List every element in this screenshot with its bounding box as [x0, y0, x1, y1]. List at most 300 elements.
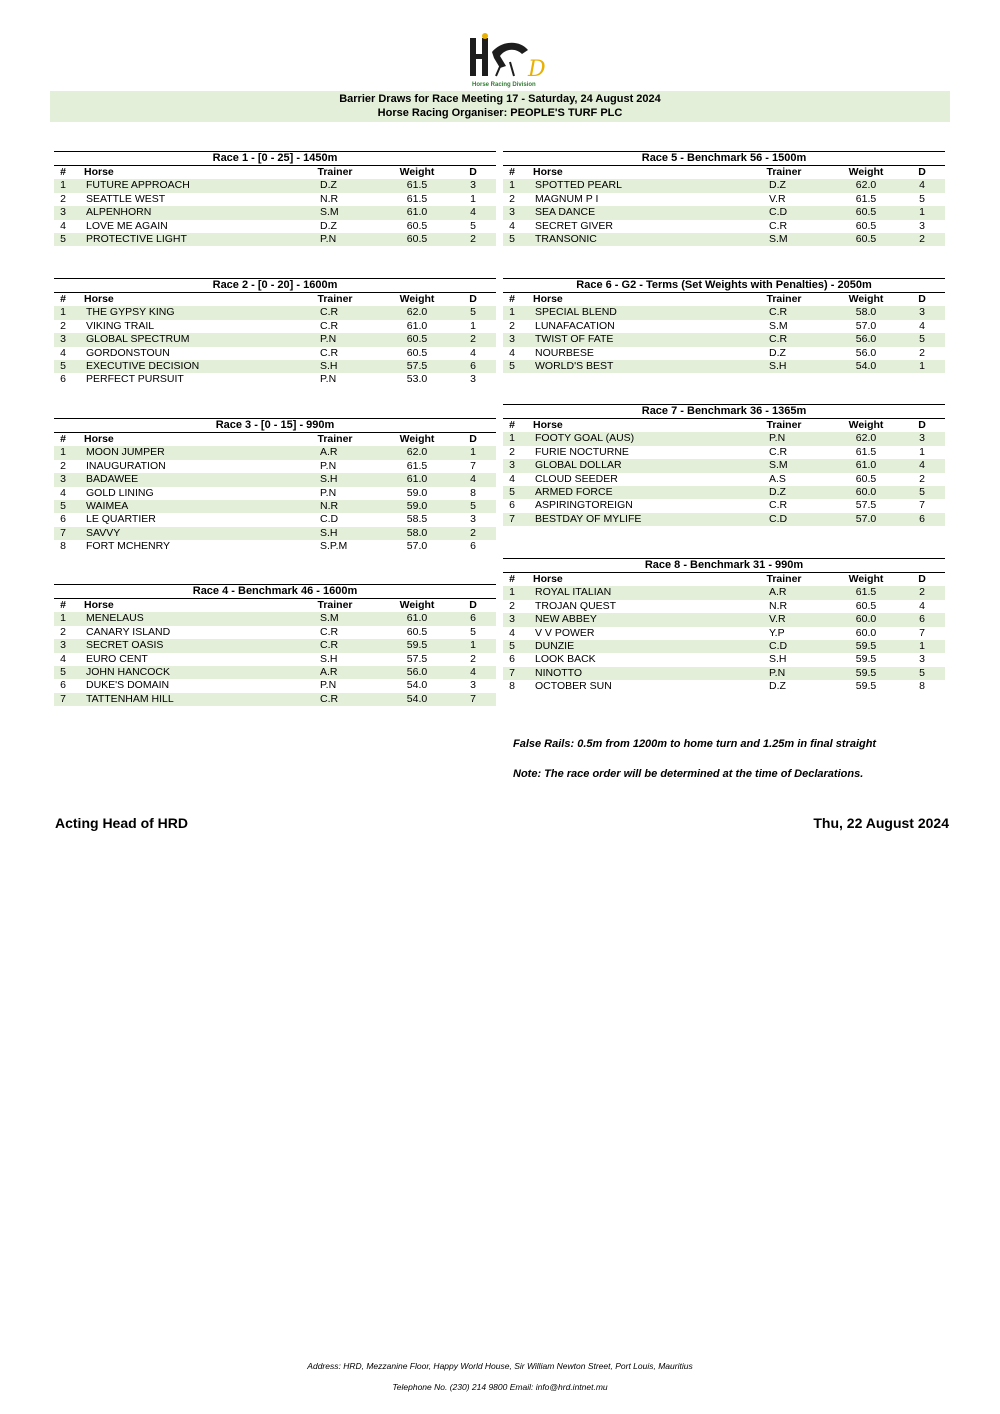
column-header-weight: Weight — [399, 293, 435, 305]
table-row — [54, 473, 496, 486]
race-table — [54, 418, 496, 554]
weight: 60.5 — [855, 232, 877, 245]
weight: 61.5 — [855, 586, 877, 599]
table-row — [54, 540, 496, 553]
runner-number: 2 — [60, 319, 66, 332]
horse-name: TWIST OF FATE — [535, 333, 614, 346]
table-row — [503, 680, 945, 693]
runner-number: 8 — [60, 540, 66, 553]
barrier-draw: 2 — [470, 232, 476, 245]
column-header-num: # — [60, 166, 66, 178]
header-banner — [50, 91, 950, 122]
trainer: C.D — [769, 206, 788, 219]
runner-number: 8 — [509, 680, 515, 693]
trainer: V.R — [769, 613, 786, 626]
horse-name: TROJAN QUEST — [535, 599, 617, 612]
trainer: S.M — [769, 319, 788, 332]
table-row — [503, 600, 945, 613]
table-row — [54, 347, 496, 360]
trainer: S.M — [769, 459, 788, 472]
column-header-weight: Weight — [848, 293, 884, 305]
trainer: S.H — [320, 526, 338, 539]
weight: 53.0 — [406, 373, 428, 386]
table-row — [503, 653, 945, 666]
weight: 59.5 — [855, 639, 877, 652]
runner-number: 5 — [509, 232, 515, 245]
horse-name: BADAWEE — [86, 473, 139, 486]
table-row — [54, 193, 496, 206]
weight: 61.5 — [406, 179, 428, 192]
table-row — [503, 306, 945, 319]
table-row — [54, 179, 496, 192]
trainer: P.N — [320, 333, 337, 346]
weight: 59.5 — [406, 639, 428, 652]
table-row — [54, 360, 496, 373]
trainer: S.M — [320, 612, 339, 625]
column-header-trainer: Trainer — [766, 166, 802, 178]
false-rails-note: False Rails: 0.5m from 1200m to home turn and 1.25m in final straight — [513, 738, 877, 750]
horse-name: MENELAUS — [86, 612, 144, 625]
barrier-draw: 2 — [470, 652, 476, 665]
weight: 61.0 — [406, 612, 428, 625]
horse-name: VIKING TRAIL — [86, 319, 155, 332]
runner-number: 1 — [509, 586, 515, 599]
race-table — [54, 151, 496, 246]
weight: 54.0 — [406, 679, 428, 692]
table-header — [54, 293, 496, 306]
table-row — [54, 220, 496, 233]
footer-contact: Telephone No. (230) 214 9800 Email: info@hrd.intnet.mu — [392, 1382, 608, 1392]
column-header-horse: Horse — [84, 166, 114, 178]
barrier-draw: 7 — [470, 459, 476, 472]
horse-name: ROYAL ITALIAN — [535, 586, 612, 599]
runner-number: 5 — [509, 639, 515, 652]
table-row — [54, 206, 496, 219]
weight: 61.5 — [855, 192, 877, 205]
barrier-draw: 2 — [919, 472, 925, 485]
table-row — [54, 373, 496, 386]
horse-name: TATTENHAM HILL — [86, 692, 174, 705]
trainer: C.R — [320, 306, 339, 319]
barrier-draw: 7 — [919, 626, 925, 639]
column-header-draw: D — [918, 573, 926, 585]
horse-name: MAGNUM P I — [535, 192, 599, 205]
weight: 57.0 — [855, 319, 877, 332]
weight: 57.0 — [855, 512, 877, 525]
weight: 59.5 — [855, 666, 877, 679]
runner-number: 1 — [509, 306, 515, 319]
horse-name: GORDONSTOUN — [86, 346, 170, 359]
runner-number: 3 — [509, 459, 515, 472]
weight: 59.0 — [406, 486, 428, 499]
barrier-draw: 8 — [470, 486, 476, 499]
race-table — [503, 404, 945, 526]
race-title: Race 8 - Benchmark 31 - 990m — [503, 558, 945, 573]
horse-name: SPECIAL BLEND — [535, 306, 617, 319]
weight: 60.5 — [855, 219, 877, 232]
barrier-draw: 7 — [919, 499, 925, 512]
column-header-draw: D — [918, 293, 926, 305]
runner-number: 4 — [60, 652, 66, 665]
table-row — [54, 513, 496, 526]
horse-name: SPOTTED PEARL — [535, 179, 622, 192]
race-title: Race 4 - Benchmark 46 - 1600m — [54, 584, 496, 599]
barrier-draw: 5 — [919, 192, 925, 205]
runner-number: 7 — [509, 512, 515, 525]
runner-number: 5 — [60, 232, 66, 245]
horse-name: SEA DANCE — [535, 206, 596, 219]
table-header — [503, 166, 945, 179]
trainer: C.R — [769, 219, 788, 232]
runner-number: 2 — [509, 319, 515, 332]
runner-number: 6 — [60, 513, 66, 526]
runner-number: 2 — [509, 192, 515, 205]
horse-name: FURIE NOCTURNE — [535, 445, 629, 458]
weight: 61.0 — [855, 459, 877, 472]
weight: 58.0 — [406, 526, 428, 539]
barrier-draw: 1 — [919, 445, 925, 458]
barrier-draw: 4 — [919, 459, 925, 472]
horse-name: SAVVY — [86, 526, 121, 539]
column-header-num: # — [509, 419, 515, 431]
horse-name: BESTDAY OF MYLIFE — [535, 512, 642, 525]
table-row — [54, 446, 496, 459]
table-header — [54, 166, 496, 179]
trainer: P.N — [320, 373, 337, 386]
runner-number: 6 — [509, 653, 515, 666]
column-header-trainer: Trainer — [317, 433, 353, 445]
weight: 61.5 — [406, 192, 428, 205]
race-table — [54, 584, 496, 706]
column-header-num: # — [509, 293, 515, 305]
weight: 56.0 — [855, 346, 877, 359]
footer-address: Address: HRD, Mezzanine Floor, Happy World House, Sir William Newton Street, Port Louis, Mauritius — [307, 1361, 693, 1371]
weight: 58.5 — [406, 513, 428, 526]
weight: 54.0 — [855, 359, 877, 372]
race-title: Race 2 - [0 - 20] - 1600m — [54, 278, 496, 293]
trainer: D.Z — [320, 219, 337, 232]
trainer: D.Z — [769, 346, 786, 359]
table-row — [503, 320, 945, 333]
race-title: Race 7 - Benchmark 36 - 1365m — [503, 404, 945, 419]
table-row — [54, 527, 496, 540]
trainer: P.N — [320, 679, 337, 692]
table-row — [503, 333, 945, 346]
trainer: C.D — [769, 512, 788, 525]
barrier-draw: 1 — [919, 359, 925, 372]
runner-number: 3 — [509, 206, 515, 219]
weight: 59.5 — [855, 653, 877, 666]
race-title: Race 5 - Benchmark 56 - 1500m — [503, 151, 945, 166]
column-header-horse: Horse — [533, 419, 563, 431]
runner-number: 6 — [60, 373, 66, 386]
race-table — [54, 278, 496, 387]
horse-name: WORLD'S BEST — [535, 359, 614, 372]
trainer: N.R — [320, 192, 339, 205]
weight: 57.0 — [406, 540, 428, 553]
column-header-num: # — [60, 433, 66, 445]
barrier-draw: 5 — [919, 666, 925, 679]
weight: 60.0 — [855, 485, 877, 498]
trainer: P.N — [320, 459, 337, 472]
weight: 57.5 — [406, 652, 428, 665]
weight: 60.0 — [855, 626, 877, 639]
column-header-horse: Horse — [533, 166, 563, 178]
weight: 62.0 — [855, 179, 877, 192]
horse-name: SECRET OASIS — [86, 639, 164, 652]
barrier-draw: 4 — [470, 473, 476, 486]
trainer: C.D — [769, 639, 788, 652]
horse-name: DUNZIE — [535, 639, 575, 652]
column-header-num: # — [60, 293, 66, 305]
column-header-trainer: Trainer — [317, 293, 353, 305]
runner-number: 1 — [509, 179, 515, 192]
horse-name: TRANSONIC — [535, 232, 597, 245]
barrier-draw: 5 — [919, 485, 925, 498]
runner-number: 7 — [509, 666, 515, 679]
barrier-draw: 5 — [470, 499, 476, 512]
barrier-draw: 4 — [919, 179, 925, 192]
horse-name: LE QUARTIER — [86, 513, 156, 526]
barrier-draw: 7 — [470, 692, 476, 705]
column-header-draw: D — [918, 166, 926, 178]
runner-number: 1 — [60, 446, 66, 459]
runner-number: 4 — [509, 626, 515, 639]
logo-caption: Horse Racing Division — [472, 82, 536, 88]
column-header-weight: Weight — [848, 419, 884, 431]
runner-number: 3 — [509, 333, 515, 346]
column-header-trainer: Trainer — [317, 166, 353, 178]
table-row — [503, 347, 945, 360]
runner-number: 4 — [509, 472, 515, 485]
horse-name: CLOUD SEEDER — [535, 472, 618, 485]
barrier-draw: 3 — [919, 219, 925, 232]
table-row — [54, 612, 496, 625]
weight: 56.0 — [855, 333, 877, 346]
horse-name: ARMED FORCE — [535, 485, 613, 498]
table-row — [503, 432, 945, 445]
barrier-draw: 3 — [470, 373, 476, 386]
trainer: S.M — [769, 232, 788, 245]
table-row — [54, 639, 496, 652]
table-row — [54, 233, 496, 246]
trainer: C.R — [320, 625, 339, 638]
horse-name: EURO CENT — [86, 652, 148, 665]
weight: 60.5 — [406, 346, 428, 359]
horse-name: GLOBAL SPECTRUM — [86, 333, 190, 346]
runner-number: 1 — [60, 612, 66, 625]
trainer: N.R — [320, 499, 339, 512]
table-row — [503, 220, 945, 233]
runner-number: 3 — [509, 613, 515, 626]
runner-number: 7 — [60, 526, 66, 539]
horse-name: LUNAFACATION — [535, 319, 615, 332]
barrier-draw: 1 — [470, 192, 476, 205]
signature-date: Thu, 22 August 2024 — [813, 815, 949, 831]
meeting-title: Barrier Draws for Race Meeting 17 - Saturday, 24 August 2024 — [339, 93, 661, 105]
horse-name: NOURBESE — [535, 346, 594, 359]
horse-name: GOLD LINING — [86, 486, 154, 499]
trainer: S.H — [769, 653, 787, 666]
weight: 56.0 — [406, 665, 428, 678]
trainer: D.Z — [769, 680, 786, 693]
table-row — [54, 679, 496, 692]
column-header-weight: Weight — [848, 166, 884, 178]
horse-name: ALPENHORN — [86, 206, 152, 219]
table-header — [503, 419, 945, 432]
runner-number: 4 — [60, 346, 66, 359]
weight: 62.0 — [855, 432, 877, 445]
weight: 61.0 — [406, 206, 428, 219]
runner-number: 2 — [509, 599, 515, 612]
barrier-draw: 3 — [919, 306, 925, 319]
horse-name: FOOTY GOAL (AUS) — [535, 432, 635, 445]
table-row — [503, 446, 945, 459]
trainer: C.R — [320, 639, 339, 652]
race-order-note: Note: The race order will be determined at the time of Declarations. — [513, 768, 864, 780]
barrier-draw: 2 — [470, 333, 476, 346]
trainer: A.R — [320, 446, 338, 459]
column-header-draw: D — [469, 293, 477, 305]
weight: 60.5 — [855, 206, 877, 219]
trainer: P.N — [769, 432, 786, 445]
table-row — [503, 193, 945, 206]
weight: 60.5 — [406, 625, 428, 638]
table-row — [503, 499, 945, 512]
svg-text:D: D — [528, 57, 546, 82]
barrier-draw: 6 — [470, 359, 476, 372]
column-header-weight: Weight — [399, 166, 435, 178]
trainer: C.R — [769, 333, 788, 346]
runner-number: 3 — [60, 333, 66, 346]
runner-number: 5 — [60, 359, 66, 372]
weight: 60.5 — [855, 472, 877, 485]
barrier-draw: 6 — [919, 512, 925, 525]
weight: 60.5 — [855, 599, 877, 612]
table-row — [503, 613, 945, 626]
horse-name: JOHN HANCOCK — [86, 665, 171, 678]
trainer: D.Z — [769, 179, 786, 192]
column-header-trainer: Trainer — [766, 573, 802, 585]
column-header-weight: Weight — [848, 573, 884, 585]
column-header-trainer: Trainer — [766, 293, 802, 305]
trainer: D.Z — [769, 485, 786, 498]
trainer: C.R — [320, 346, 339, 359]
horse-name: FUTURE APPROACH — [86, 179, 190, 192]
table-row — [54, 693, 496, 706]
trainer: C.D — [320, 513, 339, 526]
column-header-num: # — [509, 573, 515, 585]
table-header — [54, 599, 496, 612]
race-table — [503, 151, 945, 246]
horse-name: MOON JUMPER — [86, 446, 165, 459]
race-table — [503, 558, 945, 694]
column-header-horse: Horse — [84, 433, 114, 445]
horse-name: GLOBAL DOLLAR — [535, 459, 622, 472]
table-header — [503, 293, 945, 306]
horse-name: V V POWER — [535, 626, 595, 639]
table-row — [54, 333, 496, 346]
column-header-horse: Horse — [533, 293, 563, 305]
race-title: Race 6 - G2 - Terms (Set Weights with Penalties) - 2050m — [503, 278, 945, 293]
barrier-draw: 3 — [919, 432, 925, 445]
horse-name: PERFECT PURSUIT — [86, 373, 184, 386]
column-header-weight: Weight — [399, 599, 435, 611]
barrier-draw: 6 — [470, 540, 476, 553]
runner-number: 2 — [509, 445, 515, 458]
weight: 61.0 — [406, 319, 428, 332]
barrier-draw: 4 — [470, 665, 476, 678]
trainer: S.M — [320, 206, 339, 219]
horse-name: NINOTTO — [535, 666, 583, 679]
weight: 59.0 — [406, 499, 428, 512]
trainer: S.P.M — [320, 540, 348, 553]
table-row — [503, 179, 945, 192]
weight: 62.0 — [406, 306, 428, 319]
weight: 61.0 — [406, 473, 428, 486]
barrier-draw: 6 — [919, 613, 925, 626]
runner-number: 5 — [509, 485, 515, 498]
column-header-trainer: Trainer — [317, 599, 353, 611]
runner-number: 1 — [60, 179, 66, 192]
horse-name: OCTOBER SUN — [535, 680, 612, 693]
barrier-draw: 1 — [470, 446, 476, 459]
table-row — [54, 626, 496, 639]
weight: 60.5 — [406, 219, 428, 232]
weight: 61.5 — [406, 459, 428, 472]
barrier-draw: 4 — [470, 206, 476, 219]
weight: 57.5 — [406, 359, 428, 372]
trainer: C.R — [769, 306, 788, 319]
column-header-draw: D — [918, 419, 926, 431]
column-header-weight: Weight — [399, 433, 435, 445]
table-row — [503, 486, 945, 499]
horse-logo-icon — [462, 32, 552, 82]
table-row — [503, 586, 945, 599]
trainer: N.R — [769, 599, 788, 612]
table-row — [54, 487, 496, 500]
trainer: C.R — [320, 692, 339, 705]
column-header-trainer: Trainer — [766, 419, 802, 431]
signatory: Acting Head of HRD — [55, 815, 188, 831]
runner-number: 3 — [60, 473, 66, 486]
weight: 60.0 — [855, 613, 877, 626]
barrier-draw: 3 — [470, 679, 476, 692]
weight: 60.5 — [406, 333, 428, 346]
runner-number: 4 — [60, 486, 66, 499]
weight: 54.0 — [406, 692, 428, 705]
runner-number: 7 — [60, 692, 66, 705]
barrier-draw: 3 — [470, 513, 476, 526]
column-header-horse: Horse — [84, 293, 114, 305]
weight: 59.5 — [855, 680, 877, 693]
race-table — [503, 278, 945, 373]
horse-name: LOVE ME AGAIN — [86, 219, 168, 232]
column-header-horse: Horse — [84, 599, 114, 611]
column-header-num: # — [509, 166, 515, 178]
barrier-draw: 2 — [919, 232, 925, 245]
barrier-draw: 5 — [470, 625, 476, 638]
runner-number: 2 — [60, 192, 66, 205]
trainer: C.R — [320, 319, 339, 332]
trainer: S.H — [769, 359, 787, 372]
race-title: Race 1 - [0 - 25] - 1450m — [54, 151, 496, 166]
barrier-draw: 3 — [919, 653, 925, 666]
barrier-draw: 1 — [470, 639, 476, 652]
trainer: C.R — [769, 445, 788, 458]
weight: 61.5 — [855, 445, 877, 458]
horse-name: CANARY ISLAND — [86, 625, 171, 638]
